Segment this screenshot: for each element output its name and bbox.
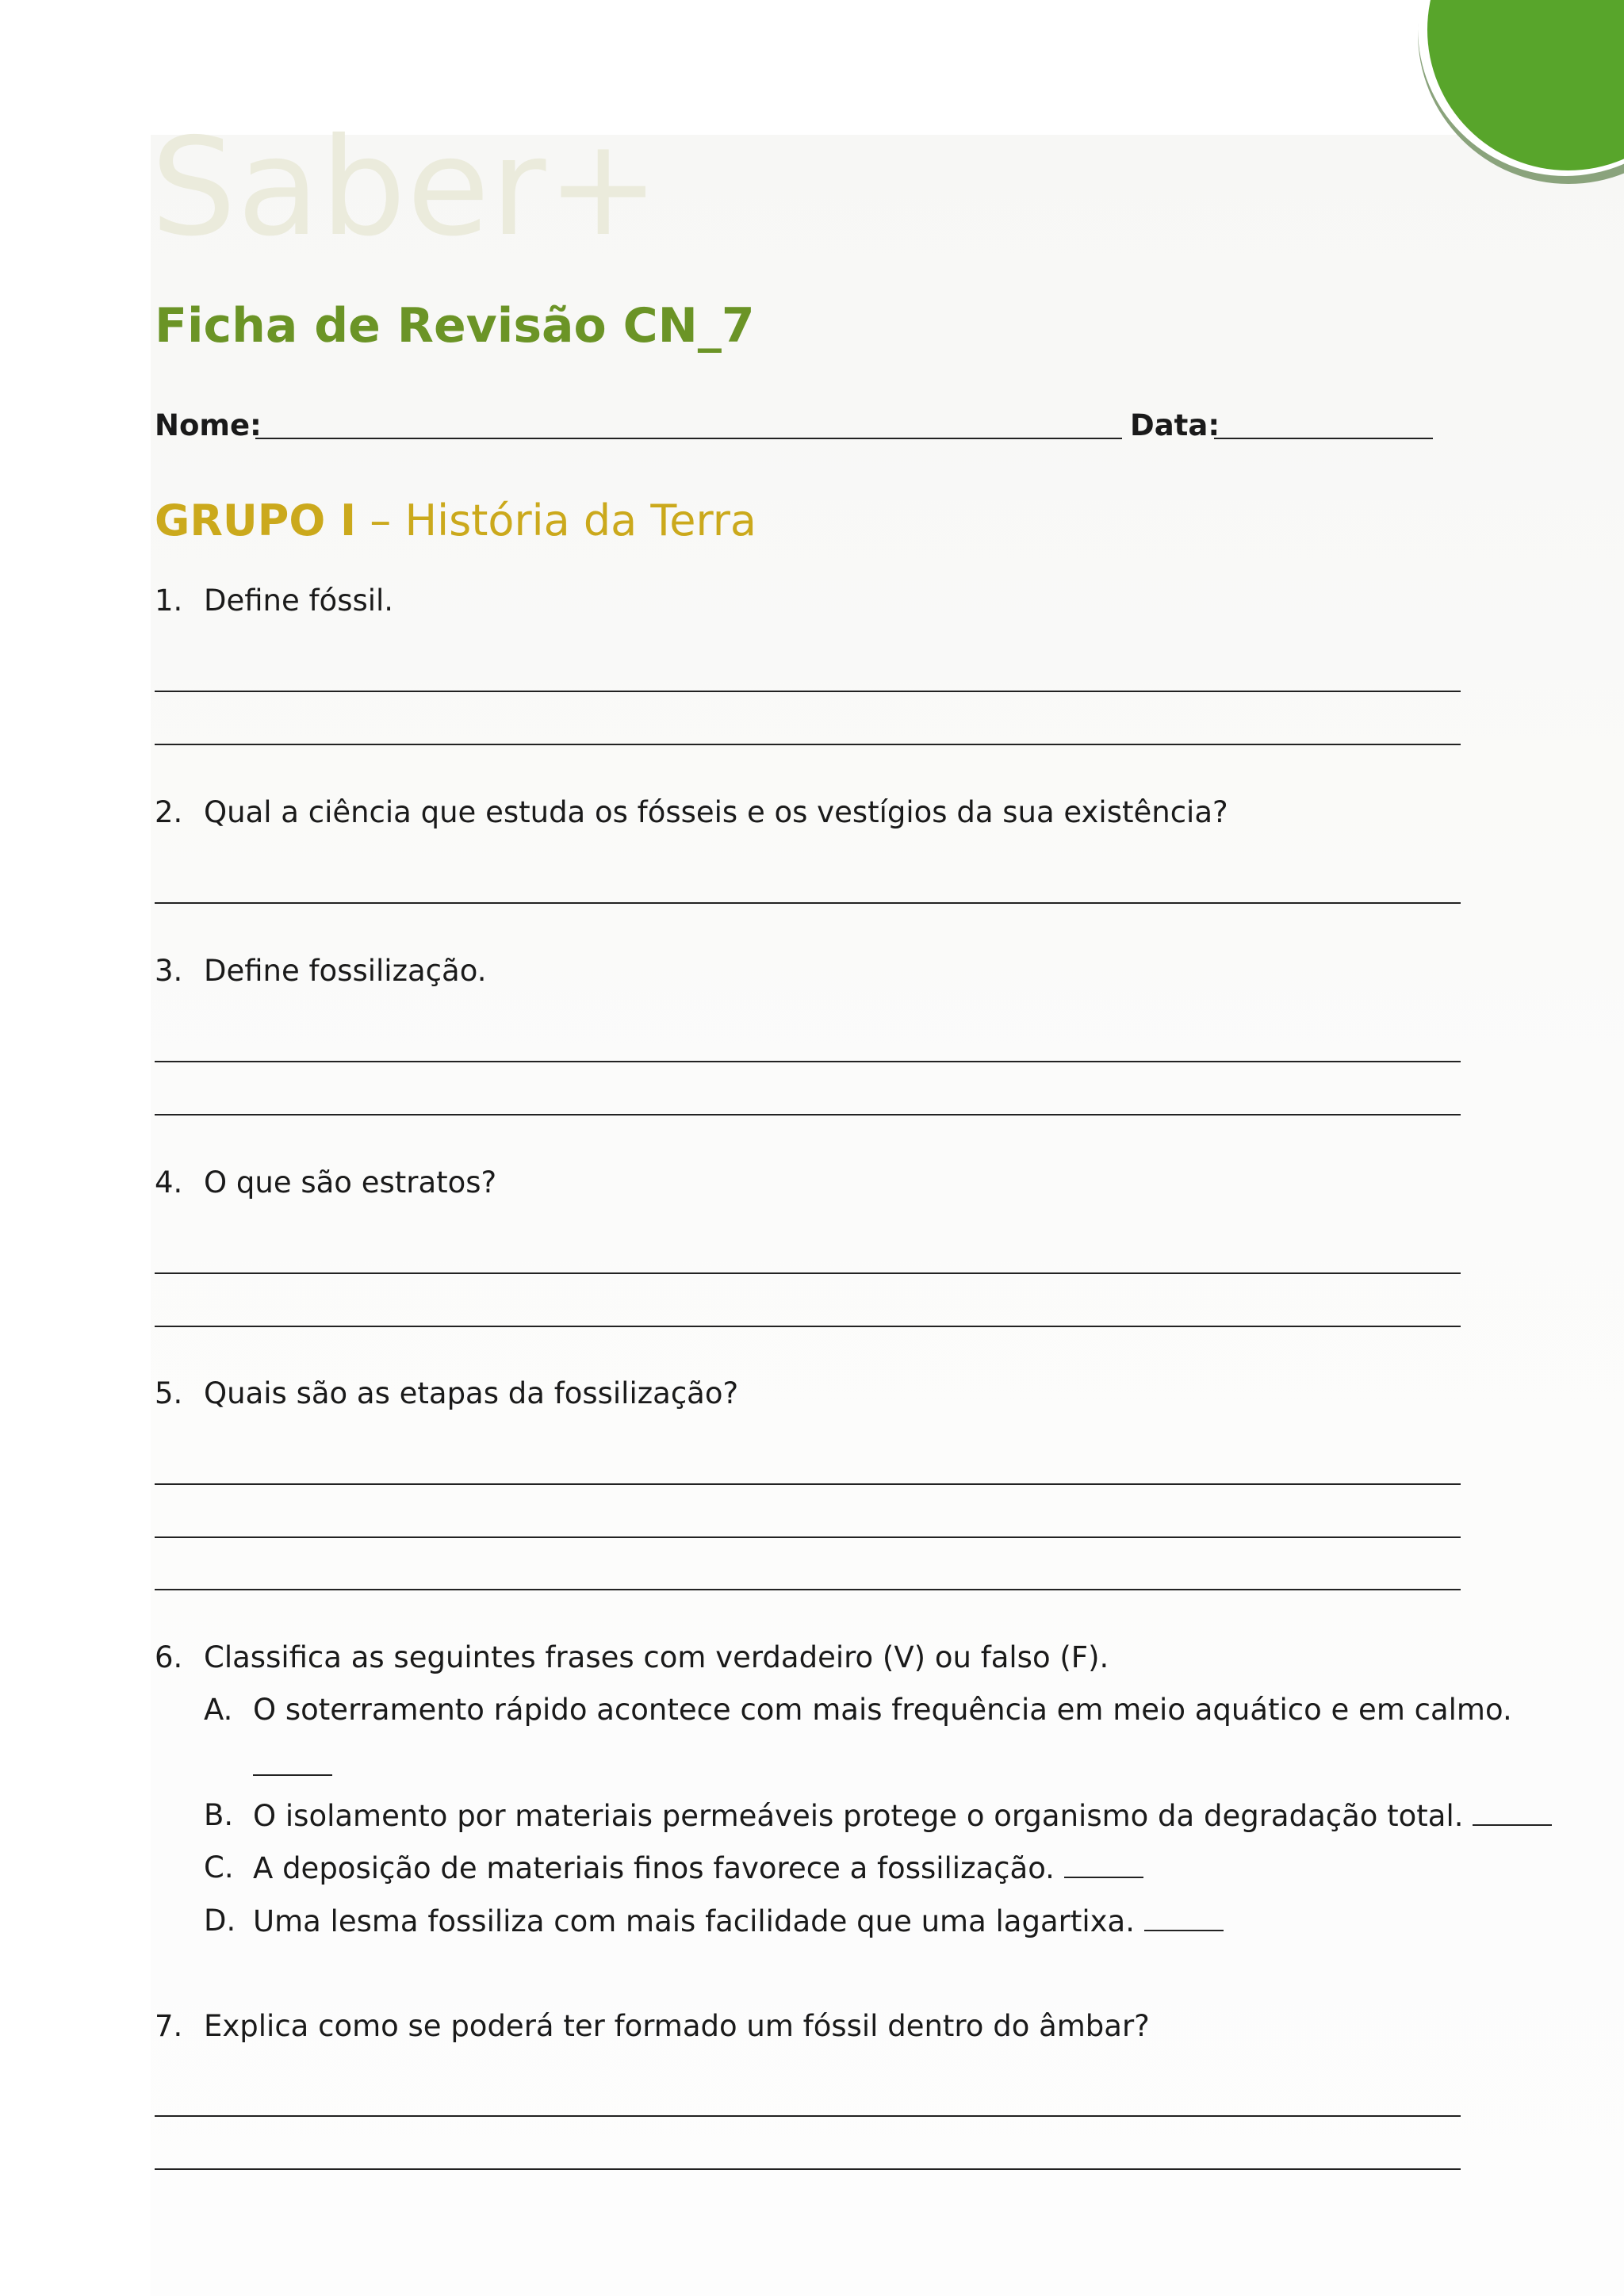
statement-body (253, 1901, 1224, 1942)
statement-text: O isolamento por materiais permeáveis protege o organismo da degradação total. (253, 1799, 1464, 1833)
answer-line[interactable] (155, 902, 1461, 904)
statement-text: Uma lesma fossiliza com mais facilidade que uma lagartixa. (253, 1904, 1135, 1938)
answer-line[interactable] (155, 2168, 1461, 2170)
page-background (151, 135, 1624, 2296)
group-topic: História da Terra (404, 496, 757, 545)
statement-body (253, 1848, 1143, 1888)
statement-letter: C. (204, 1850, 234, 1885)
question-text: Define fóssil. (204, 584, 394, 618)
question-text: Classifica as seguintes frases com verdadeiro (V) ou falso (F). (204, 1640, 1109, 1674)
answer-line[interactable] (155, 1061, 1461, 1062)
question-text: Qual a ciência que estuda os fósseis e os vestígios da sua existência? (204, 795, 1228, 829)
question-text: Quais são as etapas da fossilização? (204, 1376, 739, 1410)
answer-line[interactable] (155, 2115, 1461, 2117)
statement-body (253, 1796, 1552, 1836)
answer-blank-a[interactable] (253, 1746, 332, 1776)
group-heading (155, 493, 756, 549)
answer-line[interactable] (155, 1114, 1461, 1115)
answer-line[interactable] (155, 691, 1461, 692)
answer-line[interactable] (155, 1536, 1461, 1538)
question-number: 2. (155, 795, 183, 829)
question-text: Explica como se poderá ter formado um fóssil dentro do âmbar? (204, 2009, 1150, 2043)
worksheet-title: Ficha de Revisão CN_7 (155, 298, 755, 354)
question-number: 5. (155, 1376, 183, 1410)
statement-letter: B. (204, 1798, 234, 1832)
answer-blank-c[interactable] (1064, 1848, 1143, 1878)
statement-letter: D. (204, 1904, 236, 1938)
question-number: 4. (155, 1165, 183, 1200)
question-number: 1. (155, 584, 183, 618)
brand-watermark: Saber+ (151, 109, 661, 266)
answer-line[interactable] (155, 1589, 1461, 1590)
statement-text: A deposição de materiais finos favorece a fossilização. (253, 1851, 1055, 1885)
answer-line[interactable] (155, 1483, 1461, 1485)
question-text: O que são estratos? (204, 1165, 497, 1200)
statement-letter: A. (204, 1693, 233, 1727)
answer-line[interactable] (155, 1326, 1461, 1327)
date-label: Data: (1130, 408, 1220, 442)
group-label: GRUPO I (155, 496, 357, 545)
date-field-line[interactable] (1214, 438, 1433, 439)
answer-line[interactable] (155, 744, 1461, 745)
answer-blank-d[interactable] (1144, 1901, 1224, 1931)
question-text: Define fossilização. (204, 954, 487, 988)
name-date-row (155, 406, 1455, 446)
name-field-line[interactable] (255, 438, 1122, 439)
answer-line[interactable] (155, 1272, 1461, 1274)
name-label: Nome: (155, 408, 262, 442)
group-separator: – (356, 496, 405, 545)
statement-text: O soterramento rápido acontece com mais frequência em meio aquático e em calmo. (253, 1693, 1512, 1727)
question-number: 6. (155, 1640, 183, 1674)
question-number: 3. (155, 954, 183, 988)
question-number: 7. (155, 2009, 183, 2043)
answer-blank-b[interactable] (1473, 1796, 1552, 1826)
